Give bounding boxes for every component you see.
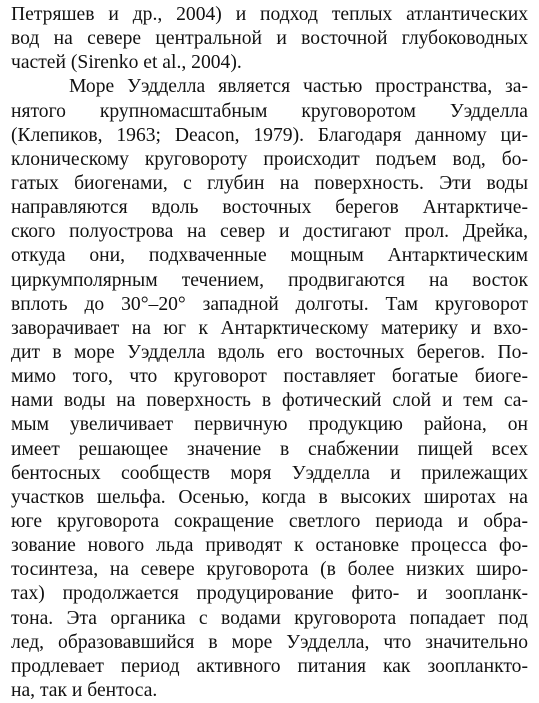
- text-line: направляются вдоль восточных берегов Антарктиче-: [11, 197, 528, 219]
- text-line: бентосных сообществ моря Уэдделла и прилежащих: [11, 462, 528, 484]
- text-line: гатых биогенами, с глубин на поверхность. Эти воды: [11, 172, 528, 194]
- text-line: вплоть до 30°–20° западной долготы. Там круговорот: [11, 293, 528, 315]
- text-line: зование нового льда приводят к остановке процесса фо-: [11, 535, 528, 557]
- paragraph-continuation: [11, 3, 528, 75]
- text-line: на, так и бентоса.: [11, 679, 158, 701]
- text-body: [11, 3, 528, 703]
- text-line: нятого крупномасштабным круговоротом Уэдделла: [11, 100, 528, 122]
- text-line: Петряшев и др., 2004) и подход теплых атлантических: [11, 4, 528, 25]
- text-line: (Клепиков, 1963; Deacon, 1979). Благодаря данному ци-: [11, 124, 528, 146]
- text-line: Море Уэдделла является частью пространства, за-: [69, 76, 528, 98]
- text-line: вод на севере центральной и восточной глубоководных: [11, 28, 528, 50]
- text-line: юге круговорота сокращение светлого периода и обра-: [11, 510, 528, 532]
- text-line: имеет решающее значение в снабжении пищей всех: [11, 438, 528, 460]
- text-line: тах) продолжается продуцирование фито- и зоопланк-: [11, 583, 528, 605]
- text-line: частей (Sirenko et al., 2004).: [11, 52, 242, 74]
- text-line: лед, образовавшийся в море Уэдделла, что значительно: [11, 631, 528, 653]
- text-line: мимо того, что круговорот поставляет богатые биоге-: [11, 366, 528, 388]
- text-line: откуда они, подхваченные мощным Антарктическим: [11, 245, 528, 267]
- text-line: участков шельфа. Осенью, когда в высоких широтах на: [11, 486, 528, 508]
- paragraph-weddell-gyre: [11, 75, 528, 703]
- text-line: мым увеличивает первичную продукцию района, он: [11, 414, 528, 436]
- text-line: тона. Эта органика с водами круговорота попадает под: [11, 607, 528, 629]
- text-line: дит в море Уэдделла вдоль его восточных берегов. По-: [11, 341, 528, 363]
- text-line: нами воды на поверхность в фотический слой и тем са-: [11, 390, 528, 412]
- text-line: тосинтеза, на севере круговорота (в более низких широ-: [11, 559, 528, 581]
- text-line: клоническому круговороту происходит подъем вод, бо-: [11, 148, 528, 170]
- text-line: ского полуострова на север и достигают прол. Дрейка,: [11, 221, 528, 243]
- text-line: заворачивает на юг к Антарктическому материку и вхо-: [11, 317, 528, 339]
- text-line: продлевает период активного питания как зоопланкто-: [11, 655, 528, 677]
- text-line: циркумполярным течением, продвигаются на восток: [11, 269, 528, 291]
